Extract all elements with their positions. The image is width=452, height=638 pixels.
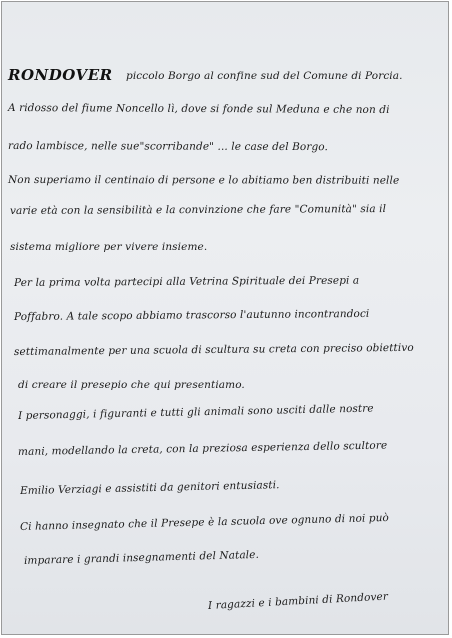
text-line-4: Non superiamo il centinaio di persone e lo abitiamo ben distribuiti nelle xyxy=(7,174,400,187)
text-line-12: mani, modellando la creta, con la preziosa esperienza dello scultore xyxy=(17,439,388,458)
text-line-9: settimanalmente per una scuola di scultura su creta con preciso obiettivo xyxy=(13,341,414,358)
signature: I ragazzi e i bambini di Rondover xyxy=(207,590,389,612)
text-line-7: Per la prima volta partecipi alla Vetrina Spirituale dei Presepi a xyxy=(13,274,360,289)
text-line-14: Ci hanno insegnato che il Presepe è la scuola ove ognuno di noi può xyxy=(19,511,390,533)
text-line-1: piccolo Borgo al confine sud del Comune di Porcia. xyxy=(126,70,403,82)
text-line-11: I personaggi, i figuranti e tutti gli animali sono usciti dalle nostre xyxy=(17,402,374,422)
document-title: RONDOVER xyxy=(8,66,113,84)
text-line-2: A ridosso del fiume Noncello lì, dove si fonde sul Meduna e che non di xyxy=(7,102,390,116)
text-line-8: Poffabro. A tale scopo abbiamo trascorso l'autunno incontrandoci xyxy=(13,307,370,323)
text-line-10: di creare il presepio che qui presentiamo. xyxy=(18,379,245,391)
text-line-3: rado lambisce, nelle sue"scorribande" ... le case del Borgo. xyxy=(7,140,329,154)
text-line-13: Emilio Verziagi e assistiti da genitori entusiasti. xyxy=(19,479,280,497)
text-line-6: sistema migliore per vivere insieme. xyxy=(10,241,208,253)
photo-frame xyxy=(1,1,449,635)
document-page xyxy=(2,2,448,634)
text-line-5: varie età con la sensibilità e la convinzione che fare "Comunità" sia il xyxy=(9,203,387,217)
text-line-15: imparare i grandi insegnamenti del Natale. xyxy=(23,548,260,567)
